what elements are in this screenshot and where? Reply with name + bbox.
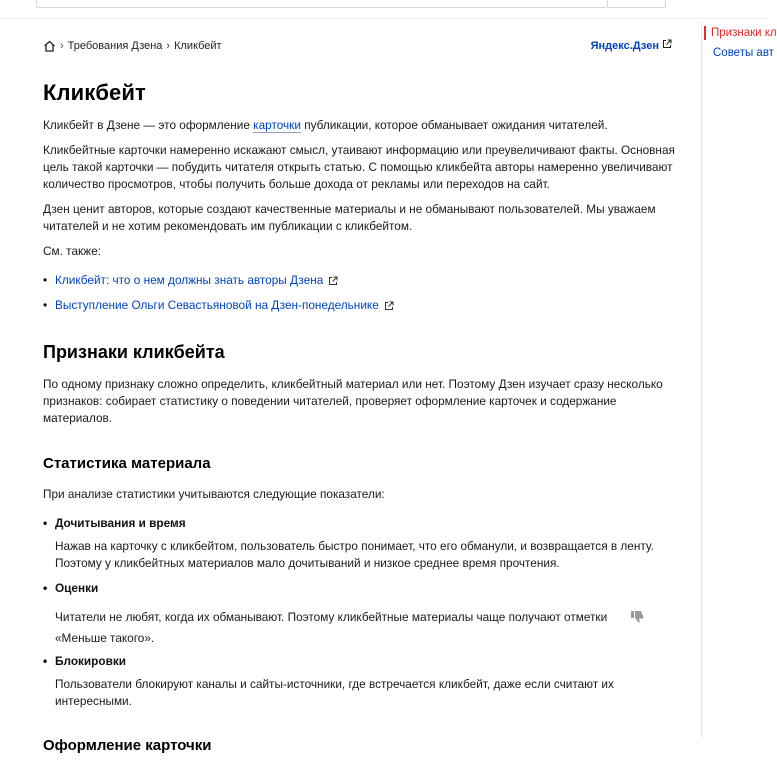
see-also-label: См. также: [43,244,101,258]
page-title: Кликбейт [43,80,146,105]
intro-text-prefix: Кликбейт в Дзене — это оформление [43,118,254,132]
section-signs-text: По одному признаку сложно определить, кликбейтный материал или нет. Поэтому Дзен изучает сразу несколько признаков: собирает статистику о поведении читателей, проверяет оформление карточек и содержание материалов. [43,377,663,425]
home-icon[interactable] [43,40,56,52]
external-link-icon [328,276,338,286]
breadcrumb-item-current: Кликбейт [174,40,222,52]
list-item[interactable] [43,297,394,314]
chevron-right-icon: › [60,40,64,52]
stats-intro: При анализе статистики учитываются следующие показатели: [43,487,385,501]
search-button[interactable] [608,0,666,8]
list-item-text: Читатели не любят, когда их обманывают. Поэтому кликбейтные материалы чаще получают отметки «Меньше такого». [55,610,608,645]
header-divider [0,18,768,19]
list-item-ratings [43,580,98,597]
intro-paragraph [43,117,683,134]
bullet: • [43,581,48,595]
subsection-title-stats: Статистика материала [43,455,211,472]
toc-item-signs[interactable]: Признаки кл [704,26,777,40]
section-title-signs: Признаки кликбейта [43,342,225,362]
search-input[interactable] [36,0,608,8]
toc-divider [701,22,702,738]
external-link-icon [384,301,394,311]
list-item-blocks [43,653,126,670]
breadcrumb-item-requirements[interactable]: Требования Дзена [67,40,163,52]
link-olga-talk[interactable]: Выступление Ольги Севастьяновой на Дзен-понедельнике [55,298,379,312]
chevron-right-icon: › [166,40,171,52]
bullet: • [43,654,48,668]
list-item-title: Дочитывания и время [55,516,186,530]
link-clickbait-authors[interactable]: Кликбейт: что о нем должны знать авторы Дзена [55,273,324,287]
cards-link[interactable]: карточки [253,118,301,132]
bullet: • [43,516,48,530]
intro-text-suffix: публикации, которое обманывает ожидания читателей. [300,118,608,132]
list-item[interactable] [43,272,338,289]
bullet: • [43,298,48,312]
breadcrumb [43,38,222,54]
list-item-text: Нажав на карточку с кликбейтом, пользователь быстро понимает, что его обманули, и возвращается в ленту. Поэтому у кликбейтных материалов мало дочитываний и низкое среднее время прочтения. [55,539,654,570]
list-item-title: Оценки [55,581,99,595]
paragraph-purpose: Кликбейтные карточки намеренно искажают смысл, утаивают информацию или преувеличивают факты. Основная цель такой карточки — побудить читателя открыть статью. С помощью кликбейта авторы намеренно увеличивают количество просмотров, чтобы получить больше дохода от рекламы или переходов на сайт. [43,143,675,191]
paragraph-values: Дзен ценит авторов, которые создают качественные материалы и не обманывают пользователей. Мы уважаем читателей и не хотим рекомендовать им публикации с кликбейтом. [43,202,656,233]
bullet: • [43,273,48,287]
brand-link-label: Яндекс.Дзен [590,39,659,52]
subsection-title-card-design: Оформление карточки [43,737,212,754]
brand-link[interactable] [591,39,672,52]
list-item-reads [43,515,186,532]
thumbs-down-icon [630,609,645,629]
external-link-icon [662,39,672,52]
list-item-title: Блокировки [55,654,127,668]
toc-item-advice[interactable]: Советы авт [713,47,774,59]
list-item-text: Пользователи блокируют каналы и сайты-источники, где встречается кликбейт, даже если считают их интересными. [55,677,614,708]
